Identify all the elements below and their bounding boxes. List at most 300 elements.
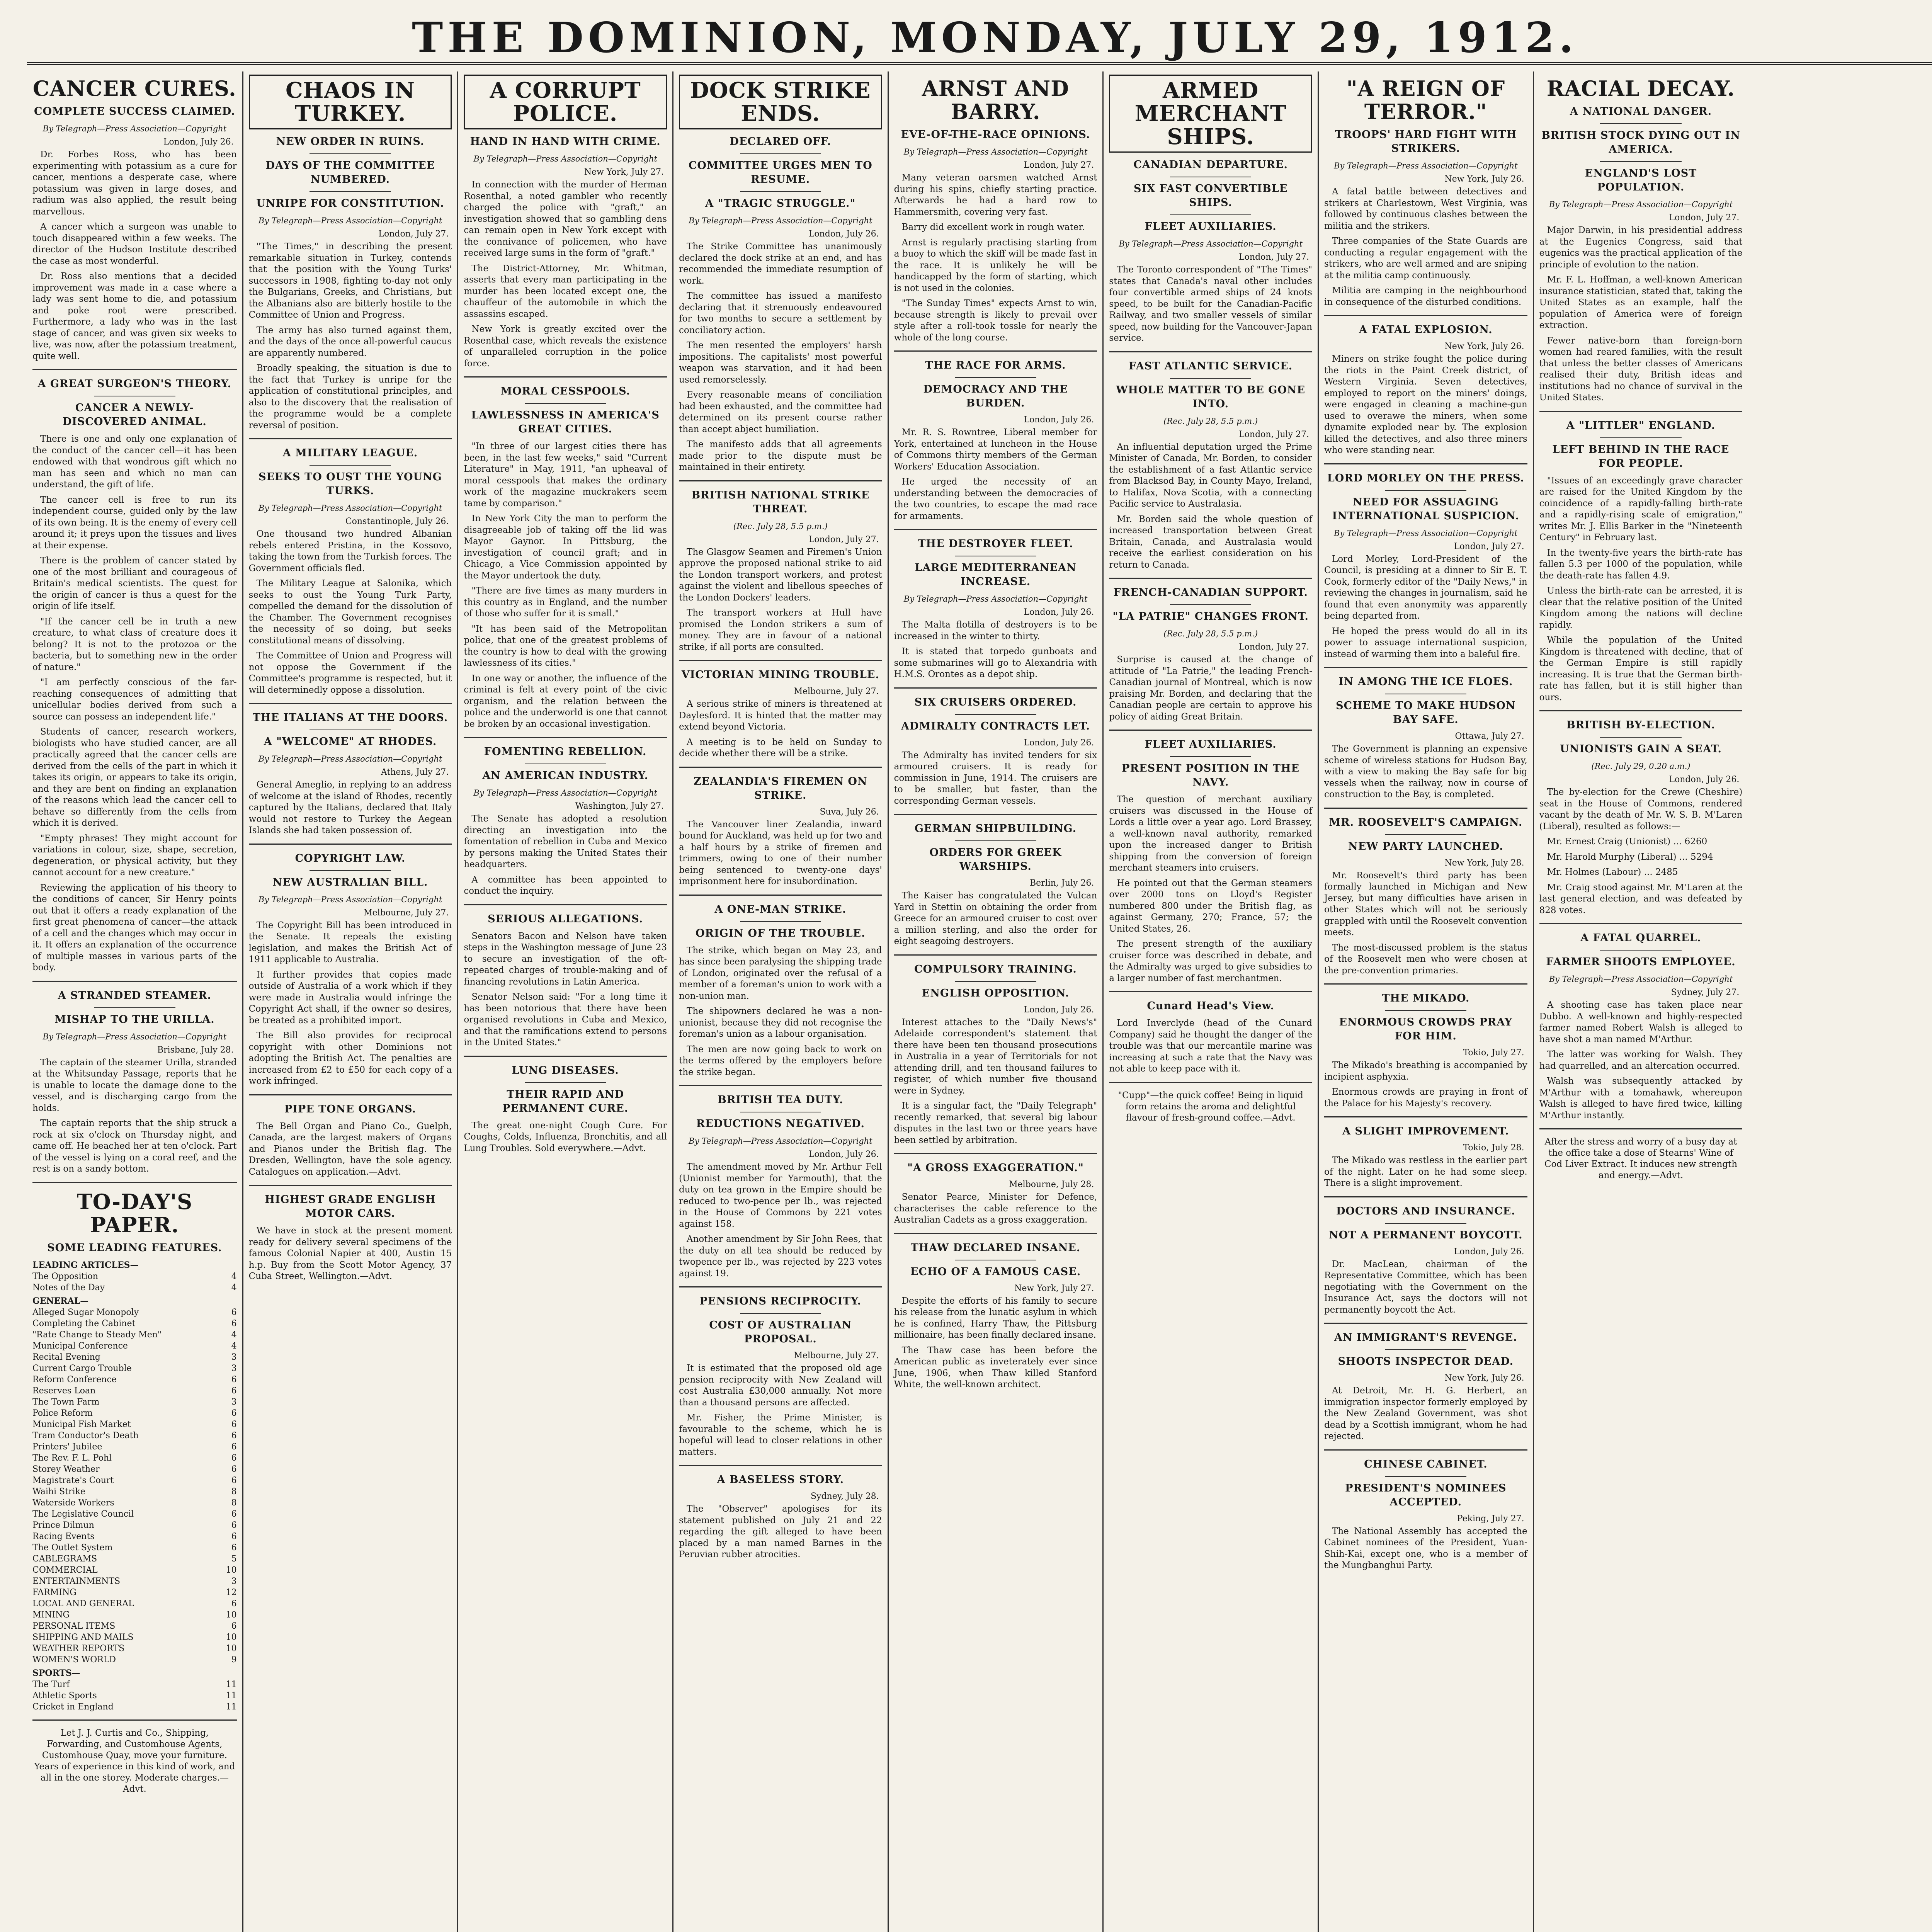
article-subheading: A ONE-MAN STRIKE. [714,903,847,915]
divider [679,895,882,896]
body-paragraph: Dr. Ross also mentions that a decided improvement was made in a case where a lady was sent home to die, and potassium and poke root were prescribed. Furthermore, a lady who was in the last stage of cancer, and was given six weeks to live, was now, after the potassium treatment, quite well. [32,271,237,361]
article-subheading: COPYRIGHT LAW. [295,852,406,864]
body-paragraph: The Vancouver liner Zealandia, inward bound for Auckland, was held up for two and a half hours by a strike of firemen and trimmers, owing to one of their number being sentenced to twenty-one days' imprisonment here for insubordination. [679,819,882,886]
article [464,376,667,730]
article [679,767,882,888]
divider [32,981,237,982]
article-subheading: LUNG DISEASES. [512,1064,619,1077]
body-paragraph: One thousand two hundred Albanian rebels entered Pristina, in the Kossovo, taking the town from the Turkish forces. The Government officials fled. [248,529,452,573]
index-item: WOMEN'S WORLD [32,1655,116,1665]
index-page: 10 [226,1632,237,1642]
index-item: Printers' Jubilee [32,1442,102,1452]
index-page: 3 [231,1576,237,1586]
index-page: 3 [231,1397,237,1407]
body-paragraph: There is the problem of cancer stated by one of the most brilliant and courageous of Britain's medical scientists. The quest for the origin of cancer is thus a quest for the origin of life itself. [32,556,237,611]
article-subheading: VICTORIAN MINING TROUBLE. [681,669,879,681]
index-page: 10 [226,1565,237,1575]
body-paragraph: The "Observer" apologises for its statement published on July 21 and 22 regarding the gift alleged to have been placed by a man named Barnes in the Peruvian rubber atrocities. [679,1504,882,1560]
divider [1324,1116,1527,1117]
article-subheading: THE ITALIANS AT THE DOORS. [252,712,448,724]
index-item: SHIPPING AND MAILS [32,1632,134,1642]
place-date: New York, July 26. [1444,1373,1524,1383]
short-rule [310,465,391,466]
index-item: Cricket in England [32,1702,114,1712]
index-row [32,1408,237,1419]
index-item: Waterside Workers [32,1498,114,1508]
index-item: Magistrate's Court [32,1475,114,1485]
body-paragraph: A committee has been appointed to conduct the inquiry. [464,874,667,896]
index-row [32,1271,237,1282]
index-item: Prince Dilmun [32,1520,94,1530]
body-paragraph: The Bill also provides for reciprocal copyright with other Dominions not adopting the British Act. The penalties are increased from £2 to £50 for each copy of a work infringed. [248,1031,452,1086]
body-paragraph: It further provides that copies made outside of Australia of a work which if they were made in Australia would infringe the Copyright Act shall, if the owner so desires, be treated as a prohibited import. [248,969,452,1026]
index-row [32,1565,237,1576]
index-row [32,1374,237,1385]
article-headline: "A REIGN OF TERROR." [1346,76,1505,124]
place-date: London, July 26. [1024,1005,1094,1015]
divider [249,1185,452,1186]
body-paragraph: It is stated that torpedo gunboats and some submarines will go to Alexandria with H.M.S. Orontes as a depot ship. [894,646,1097,679]
column-7 [1318,71,1533,1932]
body-paragraph: New York is greatly excited over the Rosenthal case, which reveals the existence of unparalleled corruption in the police force. [464,324,667,369]
article [249,75,452,431]
index-row [32,1363,237,1374]
index-page: 8 [231,1486,237,1497]
masthead-title: THE DOMINION, MONDAY, JULY 29, 1912. [412,14,1578,62]
index-page: 6 [231,1430,237,1440]
index-item: Alleged Sugar Monopoly [32,1307,139,1317]
article-subheading: A NATIONAL DANGER. [1570,105,1712,117]
index-item: Municipal Fish Market [32,1419,131,1429]
article [32,77,237,362]
short-rule [1600,737,1681,738]
divider [249,438,452,439]
article-headline: CHAOS IN TURKEY. [249,75,452,129]
body-paragraph: A meeting is to be held on Sunday to decide whether there will be a strike. [679,737,882,759]
index-page: 4 [231,1330,237,1340]
place-date: London, July 26. [1024,415,1094,425]
divider [679,1085,882,1086]
article-subheading: COMPLETE SUCCESS CLAIMED. [34,105,235,117]
index-category: LEADING ARTICLES— [32,1260,139,1270]
index-item: COMMERCIAL [32,1565,98,1575]
divider [1324,1196,1527,1197]
divider [1324,463,1527,464]
divider [464,376,667,378]
body-paragraph: "Issues of an exceedingly grave character are raised for the United Kingdom by the coincidence of a rapidly-falling birth-rate and a rapidly-rising scale of emigration," writes Mr. J. Ellis Barker in the "Nineteenth Century" in February last. [1539,475,1743,543]
article-subheading: LEFT BEHIND IN THE RACE FOR PEOPLE. [1552,443,1730,469]
article [1324,983,1527,1109]
body-paragraph: The shipowners declared he was a non-unionist, because they did not recognise the foreman's union as a labour organisation. [679,1006,882,1039]
article [679,1465,882,1561]
dateline: By Telegraph—Press Association—Copyright [1334,161,1518,170]
body-paragraph: Lord Morley, Lord-President of the Council, is presiding at a dinner to Sir E. T. Cook, formerly editor of the "Daily News," in reviewing the changes in journalism, said he found that even anonymity was apparently being departed from. [1324,554,1527,621]
body-paragraph: The Military League at Salonika, which seeks to oust the Young Turk Party, compelled the demand for the dissolution of the Chamber. The Government recognises the necessity of so doing, but seeks constitutional means of dissolving. [248,578,452,646]
body-paragraph: Miners on strike fought the police during the riots in the Paint Creek district, of Western Virginia. Seven detectives, employed to report on the miners' doings, were engaged in cleaning a machine-gun used to overawe the miners, when some dynamite exploded near by. The explosion killed the detectives, and also three miners who were standing near. [1324,354,1527,455]
place-date: London, July 26. [1024,738,1094,748]
body-paragraph: The Thaw case has been before the American public as inveterately ever since June, 1906, when Thaw killed Stanford White, the well-known architect. [894,1345,1097,1389]
article [679,895,882,1078]
divider [249,703,452,704]
article [1324,315,1527,456]
article [1109,75,1312,344]
short-rule [1170,378,1251,379]
divider [894,954,1097,956]
article-subheading: BRITISH NATIONAL STRIKE THREAT. [691,489,870,515]
dateline: By Telegraph—Press Association—Copyright [258,895,442,904]
article [1109,991,1312,1075]
article-subheading: CHINESE CABINET. [1364,1458,1488,1470]
divider [32,1719,237,1721]
article-subheading: ZEALANDIA'S FIREMEN ON STRIKE. [694,775,867,801]
article-subheading: ENORMOUS CROWDS PRAY FOR HIM. [1339,1016,1513,1042]
index-item: The Rev. F. L. Pohl [32,1453,112,1463]
divider [1324,808,1527,809]
article-subheading: PRESIDENT'S NOMINEES ACCEPTED. [1345,1482,1507,1508]
index-item: Tram Conductor's Death [32,1430,139,1440]
body-paragraph: The Copyright Bill has been introduced in the Senate. It repeals the existing legislation, and makes the British Act of 1911 applicable to Australia. [248,920,452,964]
article [894,1233,1097,1391]
index-item: Municipal Conference [32,1341,128,1351]
article-subheading: ORIGIN OF THE TROUBLE. [696,927,866,939]
place-date: London, July 27. [378,229,449,239]
index-item: LOCAL AND GENERAL [32,1599,134,1609]
index-page: 6 [231,1374,237,1384]
place-date: London, July 26. [163,137,234,147]
article-subheading: UNRIPE FOR CONSTITUTION. [256,197,444,209]
place-date: Brisbane, July 28. [157,1045,234,1055]
column-2 [242,71,457,1932]
article [1109,351,1312,571]
place-date: Melbourne, July 27. [794,1351,879,1361]
divider [1324,983,1527,985]
index-row [32,1475,237,1486]
short-rule [1385,1010,1466,1011]
short-rule [525,403,606,404]
index-page: 11 [226,1679,237,1689]
article-subheading: ECHO OF A FAMOUS CASE. [910,1265,1081,1278]
divider [1324,1323,1527,1324]
dateline: By Telegraph—Press Association—Copyright [1334,528,1518,538]
body-paragraph: The latter was working for Walsh. They had quarrelled, and an altercation occurred. [1539,1049,1743,1071]
place-date: London, July 27. [1454,541,1524,551]
body-paragraph: The captain of the steamer Urilla, stranded at the Whitsunday Passage, reports that he is unable to locate the damage done to the vessel, and is discharging cargo from the holds. [32,1057,237,1113]
article [464,737,667,897]
column-8 [1533,71,1748,1932]
index-row [32,1430,237,1441]
masthead [27,12,1932,65]
body-paragraph: Fewer native-born than foreign-born women had reared families, with the result that unless the better classes of Americans realised their duty, British ideas and institutions had no chance of survival in the United States. [1539,335,1743,403]
article [464,904,667,1049]
article [32,981,237,1175]
article [249,1094,452,1178]
article-subheading: A "WELCOME" AT RHODES. [264,736,437,748]
body-paragraph: In the twenty-five years the birth-rate has fallen 5.3 per 1000 of the population, while the death-rate has fallen 4.9. [1539,548,1743,581]
index-page: 6 [231,1520,237,1530]
column-6 [1102,71,1318,1932]
body-paragraph: Mr. Holmes (Labour) ... 2485 [1547,867,1678,877]
body-paragraph: Mr. Roosevelt's third party has been formally launched in Michigan and New Jersey, but many difficulties have arisen in other States which will not be seriously grappled with until the Roosevelt convention meets. [1324,870,1527,937]
article-subheading: A STRANDED STEAMER. [58,989,211,1002]
article [464,1056,667,1155]
dateline: (Rec. July 28, 5.5 p.m.) [733,521,828,531]
body-paragraph: The Admiralty has invited tenders for six armoured cruisers. It is ready for commission in June, 1914. The cruisers are to be smaller, but faster, than the corresponding German vessels. [894,750,1097,806]
place-date: Melbourne, July 27. [794,687,879,696]
article [679,660,882,760]
index-row [32,1329,237,1340]
index-row [32,1282,237,1293]
article-subheading: GERMAN SHIPBUILDING. [914,823,1077,835]
place-date: Athens, July 27. [381,767,449,777]
body-paragraph: "It has been said of the Metropolitan police, that one of the greatest problems of the country is how to deal with the growing lawlessness of its cities." [464,624,667,668]
article-subheading: DEMOCRACY AND THE BURDEN. [923,383,1068,409]
index-page: 3 [231,1363,237,1373]
place-date: Melbourne, July 28. [1009,1180,1094,1189]
index-item: Racing Events [32,1531,95,1541]
body-paragraph: The amendment moved by Mr. Arthur Fell (Unionist member for Yarmouth), that the duty on tea grown in the Empire should be reduced to two-pence per lb., was rejected in the House of Commons by 221 votes against 158. [679,1162,882,1229]
body-paragraph: The Toronto correspondent of "The Times" states that Canada's naval other includes four convertible armed ships of 24 knots speed, to be built for the Canadian-Pacific Railway, and two smaller vessels of similar speed, now building for the Vancouver-Japan service. [1109,265,1312,343]
body-paragraph: Major Darwin, in his presidential address at the Eugenics Congress, said that eugenics was the practical application of the principle of evolution to the nation. [1539,225,1743,270]
article-headline: CANCER CURES. [32,76,236,101]
index-row [32,1419,237,1430]
body-paragraph: Unless the birth-rate can be arrested, it is clear that the relative position of the United Kingdom among the nations will decline rapidly. [1539,586,1743,630]
article-subheading: A FATAL EXPLOSION. [1359,324,1493,336]
body-paragraph: In connection with the murder of Herman Rosenthal, a noted gambler who recently charged the police with "graft," an investigation showed that so gambling dens can remain open in New York except with the connivance of policemen, who have received large sums in the form of "graft." [464,180,667,258]
dateline: By Telegraph—Press Association—Copyright [473,788,657,798]
place-date: New York, July 28. [1444,858,1524,868]
divider [894,1153,1097,1154]
body-paragraph: The Glasgow Seamen and Firemen's Union approve the proposed national strike to aid the London transport workers, and protest against the violent and libellous speeches of the London Dockers' leaders. [679,547,882,603]
place-date: London, July 26. [1024,607,1094,617]
body-paragraph: There is one and only one explanation of the conduct of the cancer cell—it has been endowed with that wondrous gift which no man has seen and which no man can understand, the gift of life. [32,434,237,490]
article-subheading: BRITISH TEA DUTY. [718,1094,844,1106]
index-row [32,1542,237,1553]
index-row [32,1701,237,1713]
article [32,369,237,974]
index-item: ENTERTAINMENTS [32,1576,121,1586]
body-paragraph: A cancer which a surgeon was unable to touch disappeared within a few weeks. The director of the Hudson Institute described the case as most wonderful. [32,222,237,266]
dateline: By Telegraph—Press Association—Copyright [473,154,657,163]
article-headline: ARNST AND BARRY. [922,76,1070,124]
body-paragraph: Broadly speaking, the situation is due to the fact that Turkey is unripe for the application of constitutional principles, and also to the discovery that the realisation of the programme would be a complete reversal of position. [248,363,452,430]
article-subheading: UNIONISTS GAIN A SEAT. [1560,743,1722,755]
article-subheading: SEEKS TO OUST THE YOUNG TURKS. [259,471,442,497]
short-rule [1600,950,1681,951]
index-page: 3 [231,1352,237,1362]
place-date: Ottawa, July 27. [1455,731,1524,741]
article-headline: A CORRUPT POLICE. [464,75,667,129]
article-subheading: DECLARED OFF. [730,136,832,148]
article-subheading: A BASELESS STORY. [717,1474,844,1486]
index-row [32,1690,237,1701]
body-paragraph: A shooting case has taken place near Dubbo. A well-known and highly-respected farmer named Robert Walsh is alleged to have shot a man named M'Arthur. [1539,1000,1743,1044]
index-page: 5 [231,1554,237,1564]
short-rule [310,153,391,154]
body-paragraph: "In three of our largest cities there has been, in the last few weeks," said "Current Literature" in May, 1911, "an upheaval of moral cesspools that makes the ordinary work of the magazine muckrakers seem tame by comparison." [464,441,667,509]
article-subheading: PRESENT POSITION IN THE NAVY. [1122,762,1300,788]
index-item: FARMING [32,1587,77,1597]
index-item: Police Reform [32,1408,93,1418]
article [464,75,667,369]
index-row [32,1609,237,1621]
body-paragraph: The Malta flotilla of destroyers is to be increased in the winter to thirty. [894,620,1097,641]
index-row [32,1621,237,1632]
divider [894,350,1097,352]
article-subheading: MORAL CESSPOOLS. [500,385,631,397]
divider [464,904,667,905]
index-page: 6 [231,1531,237,1541]
place-date: London, July 27. [808,534,879,544]
article [1109,578,1312,723]
article-subheading: FLEET AUXILIARIES. [1145,738,1277,750]
index-row [32,1587,237,1598]
body-paragraph: A fatal battle between detectives and strikers at Charlestown, West Virginia, was followed by continuous clashes between the militia and the strikers. [1324,187,1527,231]
article [1539,710,1743,916]
body-paragraph: Senator Pearce, Minister for Defence, characterises the cable reference to the Australian Cadets as a gross exaggeration. [894,1192,1097,1225]
article [1324,77,1527,308]
article [894,1153,1097,1226]
body-paragraph: The men resented the employers' harsh impositions. The capitalists' most powerful weapon was starvation, and it had been used remorselessly. [679,340,882,385]
short-rule [1600,161,1681,162]
index-row [32,1679,237,1690]
index-row [32,1520,237,1531]
place-date: London, July 26. [808,1150,879,1159]
article [894,77,1097,344]
body-paragraph: Mr. Craig stood against Mr. M'Laren at the last general election, and was defeated by 828 votes. [1539,882,1743,915]
article-subheading: BRITISH BY-ELECTION. [1566,719,1716,731]
article-subheading: THAW DECLARED INSANE. [910,1242,1081,1254]
divider [894,687,1097,689]
place-date: London, July 27. [1239,429,1309,439]
body-paragraph: A serious strike of miners is threatened at Daylesford. It is hinted that the matter may extend beyond Victoria. [679,699,882,732]
article [1539,923,1743,1121]
article-subheading: LAWLESSNESS IN AMERICA'S GREAT CITIES. [471,409,660,435]
body-paragraph: The Mikado was restless in the earlier part of the night. Later on he had some sleep. There is a slight improvement. [1324,1155,1527,1188]
place-date: London, July 27. [1239,252,1309,262]
index-page: 6 [231,1307,237,1317]
body-paragraph: He hoped the press would do all in its power to assuage international suspicion, instead of warming them into a baleful fire. [1324,626,1527,659]
index-page: 10 [226,1610,237,1620]
index-row [32,1576,237,1587]
divider [1109,578,1312,579]
index-page: 6 [231,1621,237,1631]
article-subheading: FARMER SHOOTS EMPLOYEE. [1546,956,1736,968]
article-subheading: AN IMMIGRANT'S REVENGE. [1334,1332,1517,1344]
article-subheading: DOCTORS AND INSURANCE. [1336,1205,1515,1217]
index-row [32,1553,237,1565]
article [679,1085,882,1279]
body-paragraph: It is a singular fact, the "Daily Telegraph" recently remarked, that several big labour disputes in the last two or three years have been settled by arbitration. [894,1101,1097,1145]
body-paragraph: The most-discussed problem is the status of the Roosevelt men who were chosen at the pre-convention primaries. [1324,942,1527,976]
article-subheading: AN AMERICAN INDUSTRY. [482,770,649,782]
place-date: Melbourne, July 27. [364,908,449,918]
place-date: Peking, July 27. [1457,1514,1524,1524]
dateline: By Telegraph—Press Association—Copyright [1119,239,1303,248]
index-page: 6 [231,1408,237,1418]
index-page: 6 [231,1453,237,1463]
body-paragraph: The Mikado's breathing is accompanied by incipient asphyxia. [1324,1060,1527,1082]
article-headline: RACIAL DECAY. [1546,76,1735,101]
index-item: PERSONAL ITEMS [32,1621,116,1631]
body-paragraph: Lord Inverclyde (head of the Cunard Company) said he thought the danger of the trouble was that our mercantile marine was increasing at such a rate that the Navy was not able to keep pace with it. [1109,1018,1312,1074]
article-subheading: NOT A PERMANENT BOYCOTT. [1329,1229,1523,1241]
index-row [32,1352,237,1363]
short-rule [1170,756,1251,757]
divider [1539,1128,1743,1129]
article-subheading: HAND IN HAND WITH CRIME. [470,136,661,148]
body-paragraph: In one way or another, the influence of the criminal is felt at every point of the civic organism, and the relation between the police and the underworld is one that cannot be broken by an occasional investigation. [464,673,667,729]
index-row [32,1441,237,1452]
body-paragraph: The committee has issued a manifesto declaring that it strenuously endeavoured for two months to secure a settlement by conciliatory action. [679,291,882,335]
divider [679,660,882,661]
place-date: Berlin, July 26. [1029,878,1094,888]
dateline: By Telegraph—Press Association—Copyright [1549,200,1733,209]
body-paragraph: The Government is planning an expensive scheme of wireless stations for Hudson Bay, with a view to making the Bay safe for big vessels when the railway, now in course of construction to the Bay, is completed. [1324,744,1527,799]
newspaper-columns [27,71,1932,1932]
body-paragraph: Another amendment by Sir John Rees, that the duty on all tea should be reduced by twopence per lb., was rejected by 223 votes against 19. [679,1234,882,1279]
body-paragraph: While the population of the United Kingdom is threatened with decline, that of the German Empire is still rapidly increasing. It is true that the German birth-rate has fallen, but it is still higher than ours. [1539,635,1743,702]
body-paragraph: Reviewing the application of his theory to the conditions of cancer, Sir Henry points out that it offers a ready explanation of the first great phenomena of cancer—the attack of a cell and the changes which may occur in it. It offers an explanation of the occurrence of multiple masses in various parts of the body. [32,883,237,973]
article-subheading: SCHEME TO MAKE HUDSON BAY SAFE. [1336,700,1516,726]
article [894,529,1097,680]
article-subheading: A SLIGHT IMPROVEMENT. [1342,1125,1509,1137]
article-subheading: COST OF AUSTRALIAN PROPOSAL. [709,1319,852,1345]
index-page: 12 [226,1587,237,1597]
index-item: The Town Farm [32,1397,100,1407]
article [1324,1323,1527,1442]
article [249,1185,452,1282]
body-paragraph: The present strength of the auxiliary cruiser force was described in debate, and the Admiralty was urged to give subsidies to a larger number of fast merchantmen. [1109,939,1312,983]
body-paragraph: The by-election for the Crewe (Cheshire) seat in the House of Commons, rendered vacant by the death of Mr. W. S. B. M'Laren (Liberal), resulted as follows:— [1539,787,1743,832]
article-subheading: EVE-OF-THE-RACE OPINIONS. [901,129,1090,141]
index-row [32,1307,237,1318]
index-page: 6 [231,1599,237,1609]
body-paragraph: Despite the efforts of his family to secure his release from the lunatic asylum in which he is confined, Harry Thaw, the Pittsburg millionaire, has been finally declared insane. [894,1296,1097,1340]
article-subheading: SIX CRUISERS ORDERED. [914,696,1077,708]
dateline: By Telegraph—Press Association—Copyright [1549,975,1733,984]
divider [32,369,237,370]
short-rule [955,377,1036,378]
index-row [32,1452,237,1464]
article-subheading: A FATAL QUARREL. [1580,932,1701,944]
dateline: (Rec. July 28, 5.5 p.m.) [1163,416,1258,426]
body-paragraph: Mr. Ernest Craig (Unionist) ... 6260 [1547,837,1708,847]
body-paragraph: The Committee of Union and Progress will not oppose the Government if the Committee's programme is respected, but it will determinedly oppose a dissolution. [248,651,452,695]
article [249,703,452,837]
article-subheading: CANCER A NEWLY-DISCOVERED ANIMAL. [62,402,207,428]
index-category: SPORTS— [32,1668,80,1678]
short-rule [94,1007,175,1008]
body-paragraph: It is estimated that the proposed old age pension reciprocity with New Zealand will cost Australia £30,000 annually. Not more than a thousand persons are affected. [679,1363,882,1408]
article [1324,1449,1527,1571]
article-subheading: HIGHEST GRADE ENGLISH MOTOR CARS. [265,1194,436,1219]
article [1324,1116,1527,1189]
body-paragraph: "Empty phrases! They might account for variations in colour, size, shape, secretion, degeneration, or physical activity, but they cannot account for a new creature." [32,833,237,878]
dateline: (Rec. July 28, 5.5 p.m.) [1163,629,1258,638]
body-paragraph: The National Assembly has accepted the Cabinet nominees of the President, Yuan-Shih-Kai, except one, who is a member of the Mungbanghui Party. [1324,1526,1527,1570]
index-item: Athletic Sports [32,1690,97,1701]
body-paragraph: The Senate has adopted a resolution directing an investigation into the fomentation of rebellion in Cuba and Mexico by persons making the United States their headquarters. [464,814,667,869]
article-subheading: NEW ORDER IN RUINS. [276,136,425,148]
article-subheading: DAYS OF THE COMMITTEE NUMBERED. [265,160,435,185]
column-1 [27,71,242,1932]
index-row [32,1509,237,1520]
article-subheading: TROOPS' HARD FIGHT WITH STRIKERS. [1335,129,1517,155]
short-rule [740,921,821,922]
index-row [32,1497,237,1509]
article-subheading: ENGLAND'S LOST POPULATION. [1585,167,1697,193]
short-rule [310,191,391,192]
